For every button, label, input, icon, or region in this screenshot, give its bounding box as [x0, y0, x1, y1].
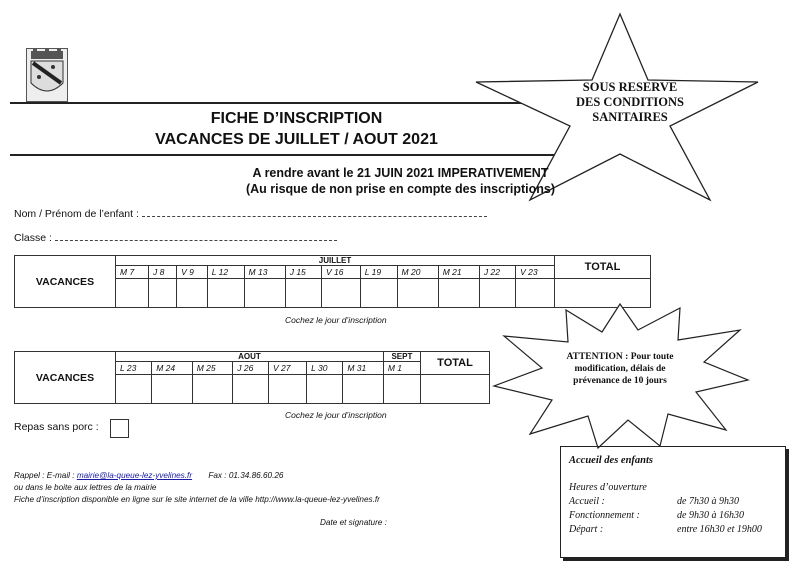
aug-day-header: V 27 — [268, 362, 306, 375]
july-day-checkbox-cell[interactable] — [438, 279, 479, 308]
july-month-header: JUILLET — [116, 256, 555, 266]
aug-month-header: AOUT — [116, 352, 384, 362]
child-name-line[interactable] — [142, 208, 487, 217]
rappel-label: Rappel : E-mail : — [14, 471, 75, 480]
aug-day-checkbox-cell[interactable] — [116, 375, 152, 404]
aug-day-checkbox-cell[interactable] — [233, 375, 269, 404]
july-hint: Cochez le jour d’inscription — [285, 315, 387, 325]
july-day-header: V 16 — [321, 266, 360, 279]
july-day-checkbox-cell[interactable] — [321, 279, 360, 308]
class-label: Classe : — [14, 232, 52, 244]
form-title: FICHE D’INSCRIPTION — [210, 110, 383, 127]
july-day-checkbox-cell[interactable] — [207, 279, 244, 308]
footer-mailbox: ou dans le boite aux lettres de la mairie — [14, 483, 157, 492]
july-day-checkbox-cell[interactable] — [149, 279, 177, 308]
aug-day-header: M 31 — [343, 362, 384, 375]
aug-day-header: L 23 — [116, 362, 152, 375]
july-day-header: M 13 — [244, 266, 285, 279]
accueil-hours: de 7h30 à 9h30 — [677, 496, 739, 507]
july-day-checkbox-cell[interactable] — [360, 279, 397, 308]
sept-month-header: SEPT — [383, 352, 420, 362]
aug-day-checkbox-cell[interactable] — [152, 375, 193, 404]
aug-day-header: M 25 — [192, 362, 233, 375]
july-day-header: V 23 — [516, 266, 555, 279]
deadline-text: A rendre avant le 21 JUIN 2021 IMPERATIVEMENT — [252, 166, 549, 180]
aug-day-checkbox-cell[interactable] — [343, 375, 384, 404]
july-day-header: M 21 — [438, 266, 479, 279]
july-day-header: M 7 — [116, 266, 149, 279]
accueil-title: Accueil des enfants — [569, 455, 653, 466]
aug-hint: Cochez le jour d’inscription — [285, 410, 387, 420]
july-total-header: TOTAL — [555, 256, 651, 279]
july-day-header: M 20 — [397, 266, 438, 279]
july-day-header: L 19 — [360, 266, 397, 279]
aug-total-cell[interactable] — [421, 375, 490, 404]
deadline-warning: (Au risque de non prise en compte des inscriptions) — [245, 182, 556, 196]
depart-label: Départ : — [569, 524, 604, 535]
repas-label: Repas sans porc : — [14, 421, 99, 433]
aug-vacances-label: VACANCES — [15, 352, 116, 404]
july-day-header: J 15 — [285, 266, 321, 279]
aug-day-header: J 26 — [233, 362, 269, 375]
footer-website: Fiche d’inscription disponible en ligne sur le site internet de la ville http://www.la-queue-lez-yvelines.fr — [14, 495, 380, 504]
town-crest-logo — [26, 48, 68, 102]
child-name-label: Nom / Prénom de l’enfant : — [14, 208, 139, 220]
email-link[interactable]: mairie@la-queue-lez-yvelines.fr — [76, 471, 193, 480]
burst-line-3: prévenance de 10 jours — [573, 376, 667, 386]
sept-day-checkbox-cell[interactable] — [383, 375, 420, 404]
sept-day-header: M 1 — [383, 362, 420, 375]
july-day-checkbox-cell[interactable] — [244, 279, 285, 308]
july-day-checkbox-cell[interactable] — [285, 279, 321, 308]
burst-line-2: modification, délais de — [574, 364, 666, 374]
class-line[interactable] — [55, 232, 337, 241]
star-line-3: SANITAIRES — [592, 110, 668, 124]
star-line-1: SOUS RESERVE — [582, 80, 678, 94]
aug-day-header: M 24 — [152, 362, 193, 375]
heures-label: Heures d’ouverture — [569, 482, 647, 493]
attention-notice — [555, 351, 685, 387]
aug-day-checkbox-cell[interactable] — [268, 375, 306, 404]
fonctionnement-label: Fonctionnement : — [569, 510, 640, 521]
fax-text: Fax : 01.34.86.60.26 — [208, 471, 284, 480]
accueil-box — [560, 446, 786, 558]
child-name-field[interactable] — [14, 208, 487, 220]
repas-sans-porc-checkbox[interactable] — [110, 419, 129, 438]
class-field[interactable] — [14, 232, 337, 244]
august-table — [14, 351, 490, 404]
fonctionnement-hours: de 9h30 à 16h30 — [677, 510, 744, 521]
july-day-checkbox-cell[interactable] — [397, 279, 438, 308]
july-day-checkbox-cell[interactable] — [116, 279, 149, 308]
signature-label: Date et signature : — [320, 518, 387, 527]
july-day-header: J 22 — [479, 266, 515, 279]
july-day-header: L 12 — [207, 266, 244, 279]
july-vacances-label: VACANCES — [15, 256, 116, 308]
july-day-header: J 8 — [149, 266, 177, 279]
sanitary-notice — [560, 80, 700, 125]
aug-total-header: TOTAL — [421, 352, 490, 375]
burst-line-1: ATTENTION : Pour toute — [566, 352, 674, 362]
aug-day-checkbox-cell[interactable] — [307, 375, 343, 404]
aug-day-header: L 30 — [307, 362, 343, 375]
july-day-checkbox-cell[interactable] — [177, 279, 208, 308]
footer-contact — [14, 470, 283, 482]
form-subtitle: VACANCES DE JUILLET / AOUT 2021 — [155, 131, 438, 148]
accueil-label: Accueil : — [569, 496, 605, 507]
july-day-header: V 9 — [177, 266, 208, 279]
aug-day-checkbox-cell[interactable] — [192, 375, 233, 404]
star-line-2: DES CONDITIONS — [575, 95, 684, 109]
depart-hours: entre 16h30 et 19h00 — [677, 524, 762, 535]
crest-icon — [27, 49, 67, 101]
